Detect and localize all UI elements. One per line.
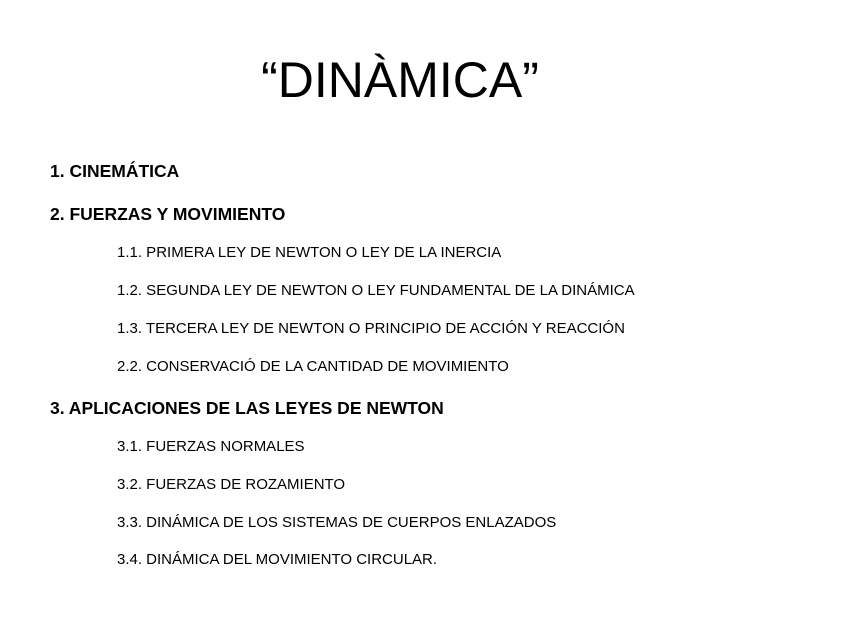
subsection-item: 2.2. CONSERVACIÓ DE LA CANTIDAD DE MOVIMIENTO bbox=[117, 358, 509, 375]
section-heading: 1. CINEMÁTICA bbox=[50, 161, 180, 181]
subsection-item: 1.3. TERCERA LEY DE NEWTON O PRINCIPIO DE ACCIÓN Y REACCIÓN bbox=[117, 320, 625, 337]
subsection-item: 1.2. SEGUNDA LEY DE NEWTON O LEY FUNDAMENTAL DE LA DINÁMICA bbox=[117, 282, 635, 299]
subsection-item: 3.4. DINÁMICA DEL MOVIMIENTO CIRCULAR. bbox=[117, 551, 438, 568]
subsection-item: 3.1. FUERZAS NORMALES bbox=[117, 438, 305, 455]
slide-title: “DINÀMICA” bbox=[261, 52, 539, 108]
subsection-item: 3.3. DINÁMICA DE LOS SISTEMAS DE CUERPOS ENLAZADOS bbox=[117, 514, 557, 531]
section-heading: 3. APLICACIONES DE LAS LEYES DE NEWTON bbox=[50, 398, 444, 418]
subsection-item: 1.1. PRIMERA LEY DE NEWTON O LEY DE LA INERCIA bbox=[117, 244, 502, 261]
subsection-item: 3.2. FUERZAS DE ROZAMIENTO bbox=[117, 476, 346, 493]
section-heading: 2. FUERZAS Y MOVIMIENTO bbox=[50, 204, 286, 224]
